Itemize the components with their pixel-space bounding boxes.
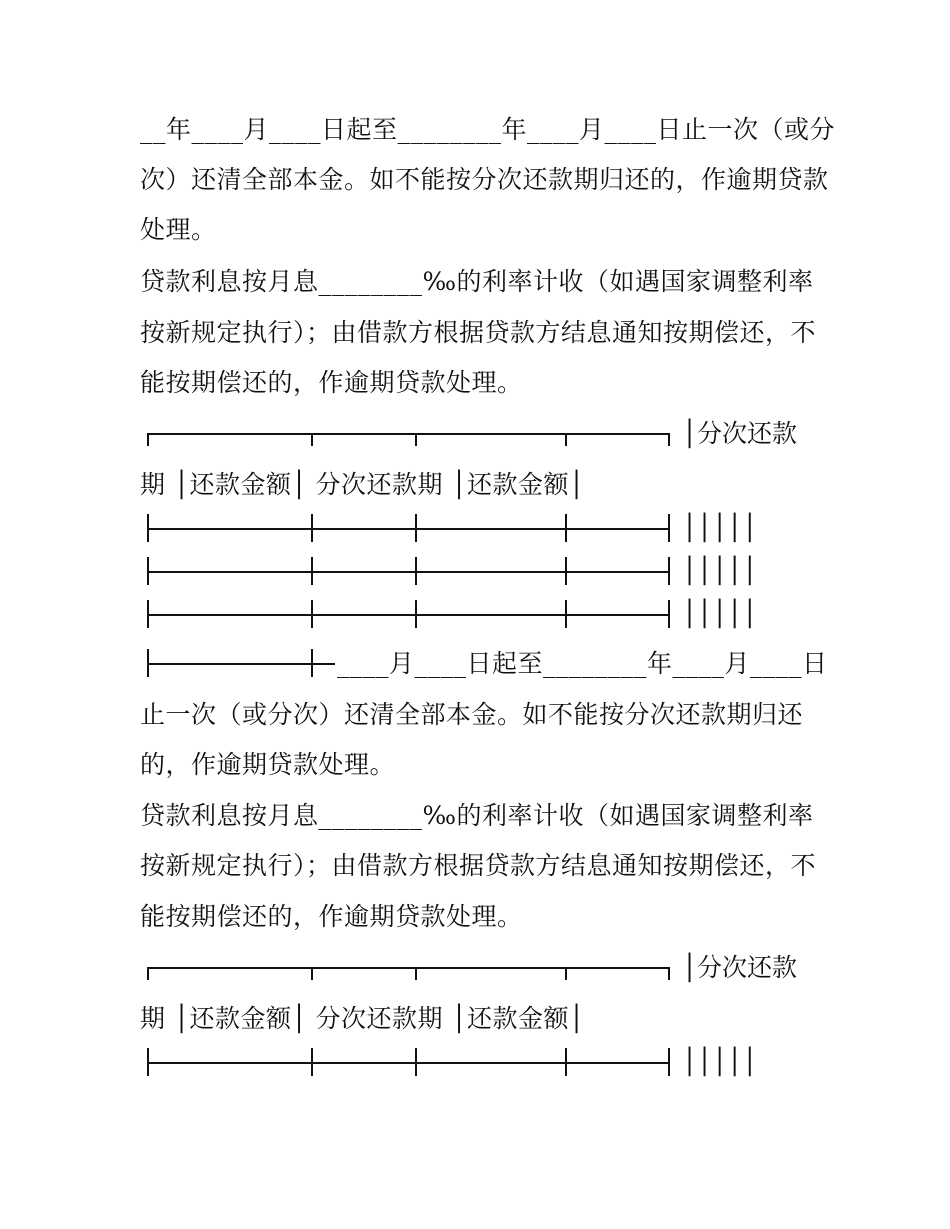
paragraph3-line1-tail: ____月____日起至________年____月____日: [337, 649, 828, 678]
paragraph2-line3: 能按期偿还的，作逾期贷款处理。: [140, 368, 523, 397]
paragraph4-line1: 贷款利息按月息________‰的利率计收（如遇国家调整利率: [140, 801, 814, 830]
table1-row-1-tail: │││││: [682, 513, 758, 542]
paragraph2-line2: 按新规定执行）；由借款方根据贷款方结息通知按期偿还，不: [140, 318, 817, 347]
paragraph1-line2: 次）还清全部本金。如不能按分次还款期归还的，作逾期贷款: [140, 165, 829, 194]
paragraph3-line2: 止一次（或分次）还清全部本金。如不能按分次还款期归还: [140, 700, 804, 729]
paragraph4-line3: 能按期偿还的，作逾期贷款处理。: [140, 902, 523, 931]
table2-row-1-tail: │││││: [682, 1047, 758, 1076]
paragraph3-line3: 的，作逾期贷款处理。: [140, 750, 396, 779]
table1-header-tail: │分次还款: [682, 419, 798, 448]
table1-row-2-tail: │││││: [682, 556, 758, 585]
table1-row-3-tail: │││││: [682, 599, 758, 628]
table1-header-row: 期 │还款金额│ 分次还款期 │还款金额│: [140, 470, 585, 499]
paragraph1-line3: 处理。: [140, 215, 217, 244]
paragraph1-line1: __年____月____日起至________年____月____日止一次（或分: [140, 115, 836, 144]
paragraph4-line2: 按新规定执行）；由借款方根据贷款方结息通知按期偿还，不: [140, 851, 817, 880]
table2-header-row: 期 │还款金额│ 分次还款期 │还款金额│: [140, 1004, 585, 1033]
table2-header-tail: │分次还款: [682, 953, 798, 982]
paragraph2-line1: 贷款利息按月息________‰的利率计收（如遇国家调整利率: [140, 267, 814, 296]
